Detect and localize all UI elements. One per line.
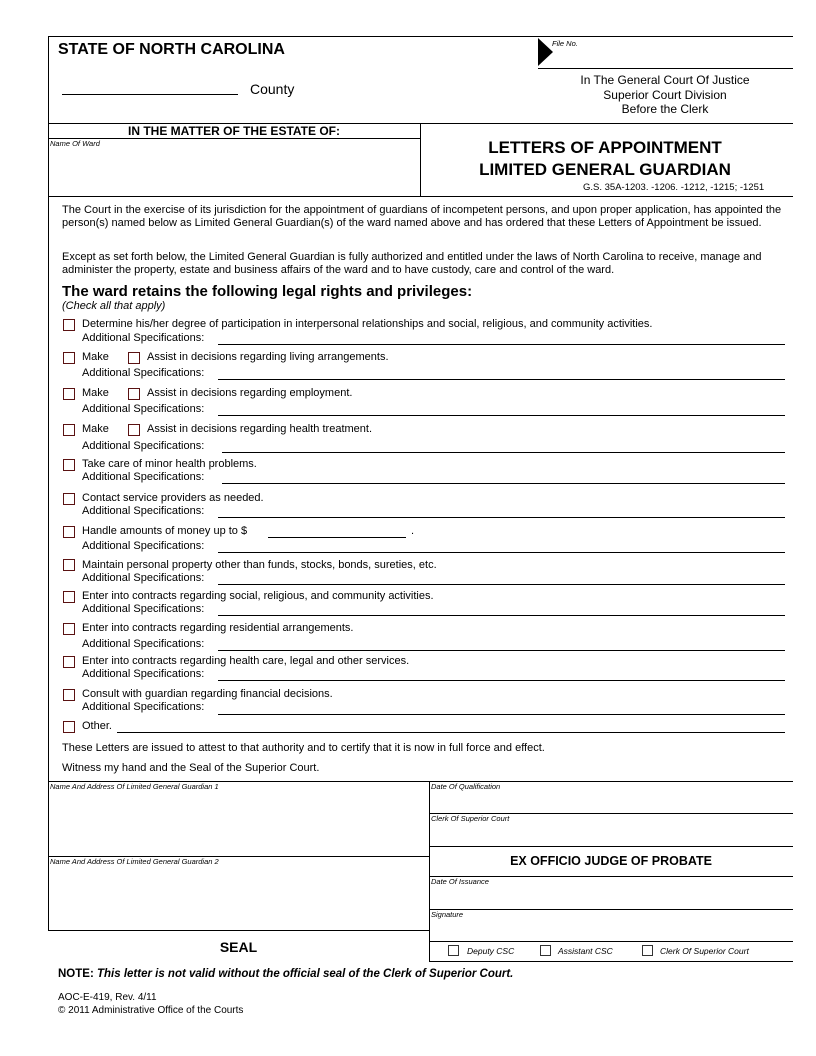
additional-spec-label: Additional Specifications: (82, 440, 205, 452)
additional-spec-field[interactable] (218, 344, 785, 345)
guardian-2-label: Name And Address Of Limited General Guardian 2 (50, 857, 219, 866)
note-label: NOTE: (58, 968, 94, 980)
additional-spec-field[interactable] (218, 517, 785, 518)
rights-checkbox[interactable] (63, 319, 75, 331)
rights-item-label: Take care of minor health problems. (82, 458, 257, 470)
additional-spec-label: Additional Specifications: (82, 638, 205, 650)
additional-spec-label: Additional Specifications: (82, 367, 205, 379)
date-issuance-label: Date Of Issuance (431, 877, 489, 886)
assistant-csc-checkbox[interactable] (540, 945, 551, 956)
signature-label: Signature (431, 910, 464, 919)
rights-item-label: Assist in decisions regarding health treatment. (147, 423, 373, 435)
date-qualification-label: Date Of Qualification (431, 782, 501, 791)
rights-item-label: Other. (82, 720, 112, 732)
form-number: AOC-E-419, Rev. 4/11 (58, 992, 157, 1003)
guardian-1-field[interactable] (50, 792, 427, 854)
county-label: County (250, 81, 295, 97)
rights-heading: The ward retains the following legal rights and privileges: (62, 283, 473, 300)
additional-spec-label: Additional Specifications: (82, 332, 205, 344)
rights-item-label: Assist in decisions regarding living arrangements. (147, 351, 389, 363)
deputy-csc-label: Deputy CSC (467, 946, 515, 956)
guardian-2-field[interactable] (50, 867, 427, 929)
file-no-label: File No. (552, 39, 578, 48)
additional-spec-field[interactable] (218, 615, 785, 616)
authority-paragraph: Except as set forth below, the Limited General Guardian is fully authorized and entitled under the laws of North Carolina to receive, manage and administer the property, estate and business affairs of the ward and to have custody, care and control of the ward. (62, 251, 762, 277)
additional-spec-field[interactable] (218, 415, 785, 416)
rights-checkbox[interactable] (63, 493, 75, 505)
rights-checkbox[interactable] (63, 459, 75, 471)
make-checkbox[interactable] (63, 388, 75, 400)
deputy-csc-checkbox[interactable] (448, 945, 459, 956)
estate-matter-label: IN THE MATTER OF THE ESTATE OF: (128, 124, 340, 138)
make-label: Make (82, 387, 109, 399)
rights-item-label: Consult with guardian regarding financial decisions. (82, 688, 333, 700)
guardian-1-label: Name And Address Of Limited General Guardian 1 (50, 782, 219, 791)
court-info (540, 73, 790, 117)
make-checkbox[interactable] (63, 352, 75, 364)
make-label: Make (82, 423, 109, 435)
additional-spec-label: Additional Specifications: (82, 471, 205, 483)
rights-checkbox[interactable] (63, 721, 75, 733)
statute-reference: G.S. 35A-1203. -1206. -1212, -1215; -1251 (583, 182, 765, 193)
additional-spec-field[interactable] (218, 379, 785, 380)
additional-spec-label: Additional Specifications: (82, 572, 205, 584)
rights-item-label: Contact service providers as needed. (82, 492, 264, 504)
check-all-note: (Check all that apply) (62, 300, 166, 312)
court-line: Before the Clerk (621, 102, 709, 116)
ex-officio-title: EX OFFICIO JUDGE OF PROBATE (510, 854, 712, 868)
court-line: In The General Court Of Justice (580, 73, 750, 87)
money-suffix: . (411, 525, 415, 537)
additional-spec-field[interactable] (222, 483, 785, 484)
additional-spec-field[interactable] (218, 680, 785, 681)
assistant-csc-label: Assistant CSC (558, 946, 613, 956)
clerk-superior-label: Clerk Of Superior Court (660, 946, 749, 956)
other-field[interactable] (117, 732, 785, 733)
file-no-field[interactable] (538, 68, 793, 69)
rights-item-label: Enter into contracts regarding social, religious, and community activities. (82, 590, 434, 602)
rights-checkbox[interactable] (63, 591, 75, 603)
money-amount-field[interactable] (268, 537, 406, 538)
rights-item-label: Determine his/her degree of participation in interpersonal relationships and social, religious, and community activities. (82, 318, 653, 330)
rights-item-label: Enter into contracts regarding health care, legal and other services. (82, 655, 410, 667)
rights-checkbox[interactable] (63, 623, 75, 635)
court-line: Superior Court Division (603, 87, 727, 102)
rights-checkbox[interactable] (63, 689, 75, 701)
clerk-superior-checkbox[interactable] (642, 945, 653, 956)
additional-spec-label: Additional Specifications: (82, 701, 205, 713)
additional-spec-label: Additional Specifications: (82, 505, 205, 517)
document-title (430, 137, 780, 181)
additional-spec-field[interactable] (218, 650, 785, 651)
additional-spec-label: Additional Specifications: (82, 540, 205, 552)
assist-checkbox[interactable] (128, 424, 140, 436)
assist-checkbox[interactable] (128, 388, 140, 400)
witness-statement: Witness my hand and the Seal of the Superior Court. (62, 762, 320, 774)
additional-spec-label: Additional Specifications: (82, 403, 205, 415)
additional-spec-label: Additional Specifications: (82, 668, 205, 680)
note-text: This letter is not valid without the official seal of the Clerk of Superior Court. (96, 968, 514, 980)
ward-name-label: Name Of Ward (50, 139, 100, 148)
title-line-2: LIMITED GENERAL GUARDIAN (479, 160, 731, 179)
seal-label: SEAL (219, 939, 258, 955)
additional-spec-field[interactable] (218, 714, 785, 715)
copyright: © 2011 Administrative Office of the Courts (58, 1005, 244, 1016)
rights-checkbox[interactable] (63, 656, 75, 668)
county-field[interactable] (62, 94, 238, 95)
rights-checkbox[interactable] (63, 526, 75, 538)
assist-checkbox[interactable] (128, 352, 140, 364)
additional-spec-label: Additional Specifications: (82, 603, 205, 615)
footer-note (58, 968, 513, 980)
rights-item-label: Assist in decisions regarding employment. (147, 387, 353, 399)
rights-checkbox[interactable] (63, 559, 75, 571)
title-line-1: LETTERS OF APPOINTMENT (488, 138, 722, 157)
state-title: STATE OF NORTH CAROLINA (58, 41, 285, 58)
additional-spec-field[interactable] (218, 584, 785, 585)
make-checkbox[interactable] (63, 424, 75, 436)
additional-spec-field[interactable] (222, 452, 785, 453)
additional-spec-field[interactable] (218, 552, 785, 553)
make-label: Make (82, 351, 109, 363)
issued-statement: These Letters are issued to attest to that authority and to certify that it is now in full force and effect. (62, 742, 545, 754)
rights-item-label: Enter into contracts regarding residential arrangements. (82, 622, 354, 634)
ward-name-field[interactable] (50, 149, 418, 195)
rights-item-label: Maintain personal property other than funds, stocks, bonds, sureties, etc. (82, 559, 437, 571)
clerk-label: Clerk Of Superior Court (431, 814, 510, 823)
intro-paragraph: The Court in the exercise of its jurisdiction for the appointment of guardians of incompetent persons, and upon proper application, has appointed the person(s) named below as Limited General Guardian(s) of the ward named above and has ordered that these Letters of Appointment be issued. (62, 204, 782, 230)
rights-item-label: Handle amounts of money up to $ (82, 525, 248, 537)
